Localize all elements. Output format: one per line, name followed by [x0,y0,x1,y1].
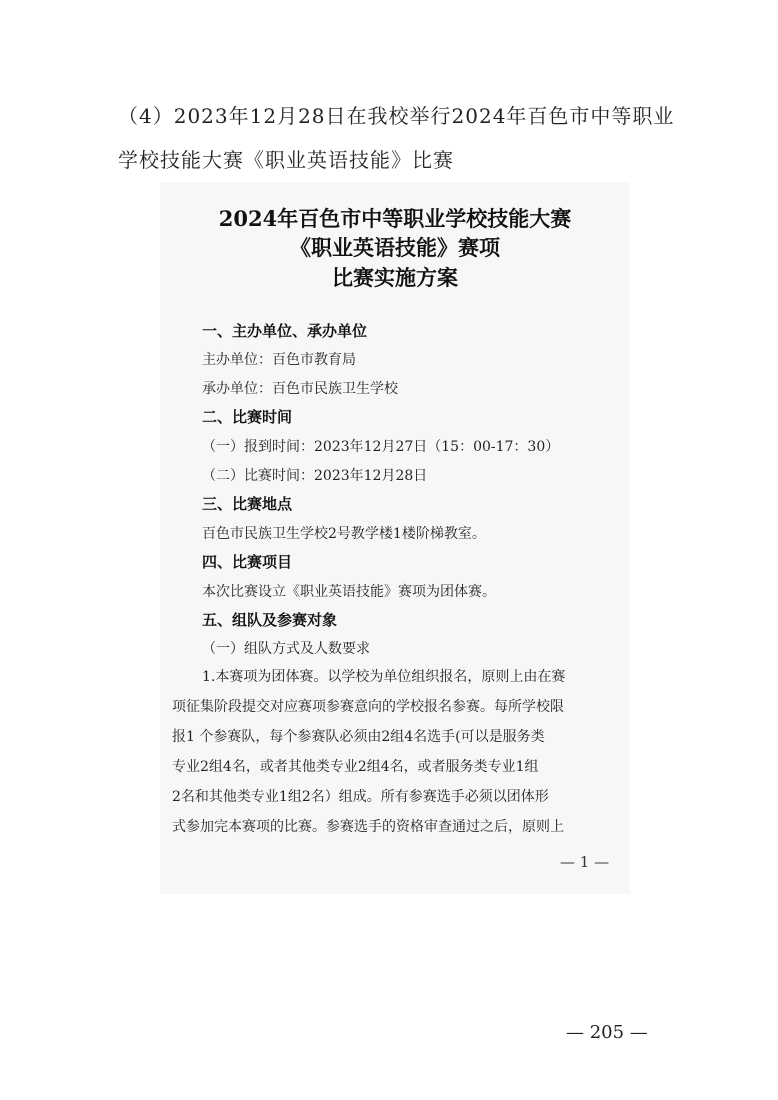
paragraph-line: 1.本赛项为团体赛。以学校为单位组织报名，原则上由在赛 [202,669,566,685]
host-unit: 主办单位：百色市教育局 [202,352,356,368]
paragraph-line: 2名和其他类专业1组2名）组成。所有参赛选手必须以团体形 [172,789,549,805]
paragraph-line: 项征集阶段提交对应赛项参赛意向的学校报名参赛。每所学校限 [172,699,564,715]
document-title-line-2: 《职业英语技能》赛项 [290,235,500,260]
paragraph-line: 式参加完本赛项的比赛。参赛选手的资格审查通过之后，原则上 [172,819,564,835]
organizer-unit: 承办单位：百色市民族卫生学校 [202,381,398,397]
section-heading-venue: 三、比赛地点 [202,495,293,513]
scan-page-number: — 1 — [560,853,610,871]
contest-item: 本次比赛设立《职业英语技能》赛项为团体赛。 [202,584,496,600]
contest-time: （二）比赛时间：2023年12月28日 [202,468,428,484]
section-heading-item: 四、比赛项目 [202,553,293,571]
team-subheading: （一）组队方式及人数要求 [202,641,370,657]
paragraph-line: 专业2组4名，或者其他类专业2组4名，或者服务类专业1组 [172,759,539,775]
contest-venue: 百色市民族卫生学校2号教学楼1楼阶梯教室。 [202,526,486,542]
document-title-line-3: 比赛实施方案 [332,265,458,290]
section-heading-time: 二、比赛时间 [202,408,293,426]
document-title-line-1: 2024年百色市中等职业学校技能大赛 [218,206,572,231]
intro-line-2: 学校技能大赛《职业英语技能》比赛 [118,148,454,172]
section-heading-teams: 五、组队及参赛对象 [202,611,338,629]
page-number: — 205 — [566,1022,648,1043]
paragraph-line: 报1 个参赛队，每个参赛队必须由2组4名选手(可以是服务类 [172,729,545,745]
intro-line-1: （4）2023年12月28日在我校举行2024年百色市中等职业 [118,104,675,128]
checkin-time: （一）报到时间：2023年12月27日（15：00-17：30） [202,439,560,455]
section-heading-organizers: 一、主办单位、承办单位 [202,322,368,340]
